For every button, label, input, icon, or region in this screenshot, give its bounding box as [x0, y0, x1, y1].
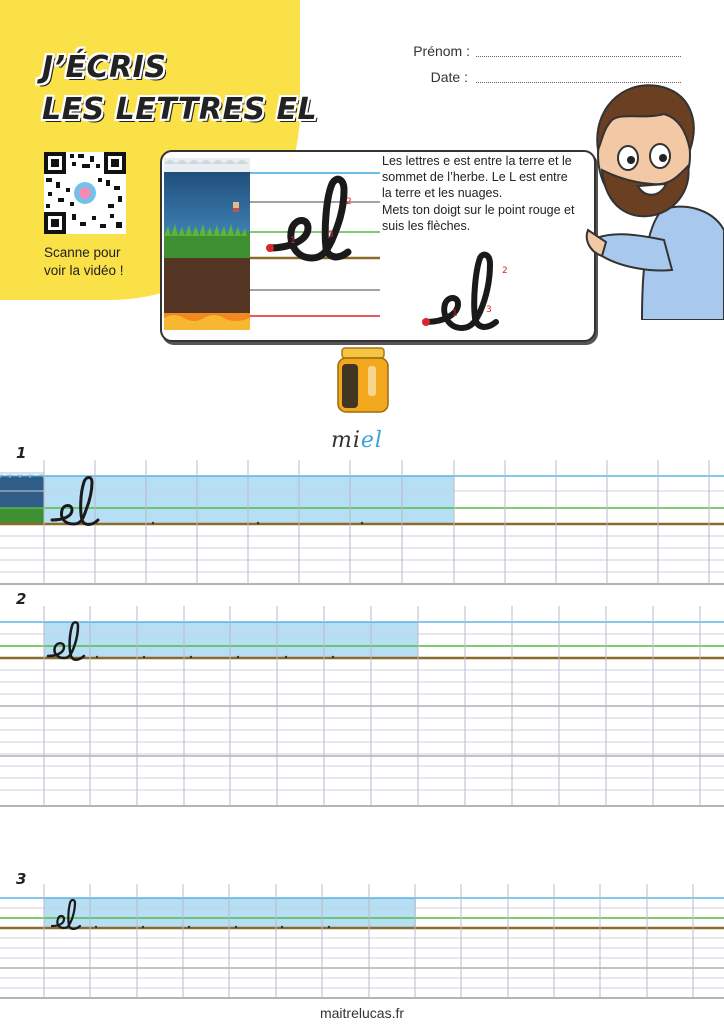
writing-row-3[interactable] — [0, 884, 724, 1004]
model-letters-small — [420, 244, 510, 334]
qr-code-icon[interactable] — [44, 152, 126, 234]
instruction-line-1: Les lettres e est entre la terre et le — [382, 154, 572, 168]
title-line-2: LES LETTRES EL — [42, 92, 318, 127]
first-name-field[interactable] — [476, 42, 681, 57]
writing-row-2[interactable] — [0, 606, 724, 810]
teacher-illustration — [582, 80, 724, 320]
stroke-number-2b: 2 — [502, 266, 508, 276]
qr-caption-line-1: Scanne pour — [44, 245, 121, 260]
first-name-label: Prénom : — [413, 43, 470, 59]
instruction-line-2: sommet de l’herbe. Le L est entre — [382, 170, 568, 184]
date-label: Date : — [430, 69, 468, 85]
row-3-number: 3 — [16, 870, 27, 888]
title-line-1: J’ÉCRIS — [42, 50, 167, 85]
qr-caption-line-2: voir la vidéo ! — [44, 263, 124, 278]
row-2-number: 2 — [16, 590, 27, 608]
honey-jar-icon — [334, 346, 392, 416]
stroke-number-3: 3 — [328, 230, 334, 240]
example-word: miel — [331, 428, 383, 453]
instruction-line-3: la terre et les nuages. — [382, 186, 503, 200]
stroke-number-3b: 3 — [486, 305, 492, 315]
stroke-number-1b: 1 — [452, 309, 458, 319]
writing-row-1[interactable] — [0, 460, 724, 588]
instruction-line-5: suis les flèches. — [382, 219, 471, 233]
stroke-number-1: 1 — [290, 236, 296, 246]
row-1-number: 1 — [16, 444, 27, 462]
stroke-number-2: 2 — [346, 197, 352, 207]
instruction-line-4: Mets ton doigt sur le point rouge et — [382, 203, 575, 217]
footer-link[interactable]: maitrelucas.fr — [319, 1005, 405, 1021]
model-letters-large — [262, 170, 362, 265]
